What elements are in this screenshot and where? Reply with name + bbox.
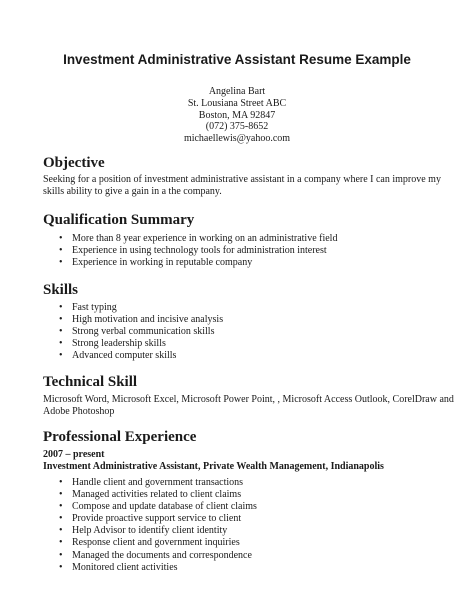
- technical-line: Microsoft Word, Microsoft Excel, Microsoft Power Point, , Microsoft Access Outlook, CorelDraw and: [43, 394, 454, 405]
- contact-street: St. Lousiana Street ABC: [187, 97, 287, 109]
- list-item: • Fast typing: [59, 302, 117, 313]
- contact-phone: (072) 375-8652: [205, 121, 269, 133]
- bullet-icon: •: [59, 326, 63, 338]
- list-item: • Managed the documents and correspondence: [59, 549, 252, 561]
- bullet-icon: •: [59, 350, 63, 362]
- objective-line: Seeking for a position of investment administrative assistant in a company where I can improve my: [43, 174, 441, 185]
- bullet-icon: •: [59, 501, 63, 513]
- technical-heading: Technical Skill: [43, 374, 138, 390]
- list-item: • Managed activities related to client claims: [59, 489, 242, 501]
- bullet-icon: •: [59, 338, 63, 350]
- list-item: • Strong leadership skills: [59, 338, 166, 350]
- bullet-icon: •: [59, 257, 63, 269]
- skills-list: [59, 302, 223, 362]
- qualification-list: [59, 233, 337, 269]
- list-item: • Compose and update database of client claims: [59, 501, 257, 513]
- list-item: • Advanced computer skills: [59, 350, 177, 362]
- contact-block: [0, 86, 474, 145]
- contact-email: michaellewis@yahoo.com: [183, 133, 291, 145]
- experience-heading: Professional Experience: [43, 429, 197, 445]
- document-title: Investment Administrative Assistant Resume Example: [63, 52, 411, 67]
- bullet-icon: •: [59, 302, 63, 313]
- list-item: • High motivation and incisive analysis: [59, 314, 224, 326]
- list-item: • Strong verbal communication skills: [59, 326, 215, 338]
- experience-position: Investment Administrative Assistant, Private Wealth Management, Indianapolis: [43, 461, 384, 472]
- bullet-icon: •: [59, 489, 63, 501]
- bullet-icon: •: [59, 314, 63, 326]
- bullet-icon: •: [59, 549, 63, 561]
- list-item: • Response client and government inquiries: [59, 537, 240, 549]
- list-item: • Experience in working in reputable company: [59, 257, 253, 269]
- list-item: • More than 8 year experience in working on an administrative field: [59, 233, 338, 244]
- bullet-icon: •: [59, 525, 63, 537]
- contact-name: Angelina Bart: [208, 86, 266, 97]
- bullet-icon: •: [59, 513, 63, 525]
- technical-text: [43, 394, 463, 418]
- qualification-heading: Qualification Summary: [43, 212, 195, 228]
- bullet-icon: •: [59, 537, 63, 549]
- list-item: • Monitored client activities: [59, 561, 178, 573]
- bullet-icon: •: [59, 233, 63, 244]
- bullet-icon: •: [59, 245, 63, 257]
- bullet-icon: •: [59, 477, 63, 488]
- list-item: • Provide proactive support service to client: [59, 513, 242, 525]
- list-item: • Handle client and government transactions: [59, 477, 244, 488]
- list-item: • Help Advisor to identify client identity: [59, 525, 228, 537]
- objective-line: skills ability to give a gain in a the company.: [43, 186, 222, 197]
- list-item: • Experience in using technology tools for administration interest: [59, 245, 327, 257]
- bullet-icon: •: [59, 561, 63, 573]
- experience-list: [59, 477, 257, 574]
- skills-heading: Skills: [43, 282, 79, 298]
- technical-line: Adobe Photoshop: [43, 406, 115, 417]
- objective-heading: Objective: [43, 155, 105, 171]
- experience-period: 2007 – present: [43, 449, 105, 460]
- contact-city: Boston, MA 92847: [198, 109, 276, 121]
- objective-text: [43, 174, 463, 198]
